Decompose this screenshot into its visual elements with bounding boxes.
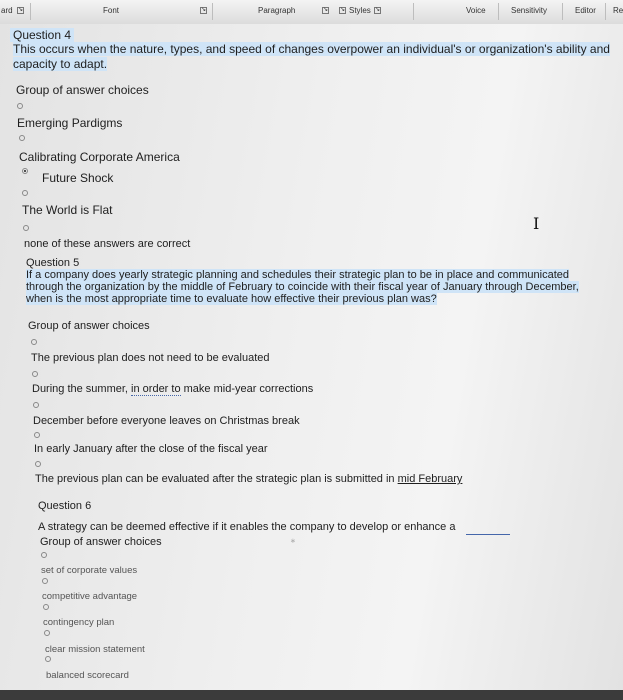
paragraph-launcher-icon[interactable]: ↘ <box>323 7 329 13</box>
q4-text-cont: capacity to adapt. <box>13 57 108 71</box>
q6-radio-4[interactable] <box>44 630 50 636</box>
q4-title: Question 4 <box>13 28 74 42</box>
ribbon-group-paragraph[interactable]: Paragraph <box>258 6 296 15</box>
ribbon-separator <box>413 3 414 20</box>
q5-radio-1[interactable] <box>31 339 37 345</box>
q4-radio-2[interactable] <box>19 135 25 141</box>
q5-text-cont: through the organization by the middle of February to coincide with their fiscal year of January through December, <box>26 281 579 293</box>
q4-answer-1[interactable]: Emerging Pardigms <box>17 116 123 130</box>
ribbon-separator <box>212 3 213 20</box>
q5-answer-5[interactable]: The previous plan can be evaluated after the strategic plan is submitted in mid February <box>35 473 463 485</box>
ribbon-group-clipboard[interactable]: ard <box>1 6 13 15</box>
q6-answer-5[interactable]: balanced scorecard <box>46 670 129 681</box>
ribbon-group-review[interactable]: Re <box>613 6 623 15</box>
q4-radio-5[interactable] <box>23 225 29 231</box>
clipboard-launcher-icon[interactable]: ↘ <box>18 7 24 13</box>
q6-answer-1[interactable]: set of corporate values <box>41 565 138 576</box>
q4-text: This occurs when the nature, types, and speed of changes overpower an individual's or organization's ability and <box>13 42 610 56</box>
q5-radio-3[interactable] <box>33 402 39 408</box>
q5-text-cont2: when is the most appropriate time to evaluate how effective their previous plan was? <box>26 293 437 305</box>
ribbon-group-sensitivity[interactable]: Sensitivity <box>511 6 548 15</box>
faint-mark-icon: ∗ <box>290 538 296 545</box>
ribbon-separator <box>562 3 563 20</box>
q4-answer-3[interactable]: Future Shock <box>42 171 114 185</box>
font-launcher-icon[interactable]: ↘ <box>201 7 207 13</box>
q5-answer-3[interactable]: December before everyone leaves on Christmas break <box>33 415 300 427</box>
q4-answer-2[interactable]: Calibrating Corporate America <box>19 150 180 164</box>
q5-radio-2[interactable] <box>32 371 38 377</box>
ribbon-group-voice[interactable]: Voice <box>466 6 486 15</box>
q5-radio-4[interactable] <box>34 432 40 438</box>
q6-radio-3[interactable] <box>43 604 49 610</box>
monitor-bezel <box>0 690 623 700</box>
q5-title: Question 5 <box>26 257 80 269</box>
q6-answer-4[interactable]: clear mission statement <box>45 644 145 655</box>
q4-group-label: Group of answer choices <box>16 83 149 97</box>
q5-answer-2[interactable]: During the summer, in order to make mid-year corrections <box>32 383 314 395</box>
q5-group-label: Group of answer choices <box>28 320 150 332</box>
q5-text: If a company does yearly strategic planning and schedules their strategic plan to be in place and communicated <box>26 269 569 281</box>
ribbon-group-styles[interactable]: Styles <box>349 6 371 15</box>
q6-radio-2[interactable] <box>42 578 48 584</box>
ribbon-separator <box>30 3 31 20</box>
q4-answer-5[interactable]: none of these answers are correct <box>24 238 191 250</box>
ribbon-group-font[interactable]: Font <box>103 6 120 15</box>
q5-answer-4[interactable]: In early January after the close of the fiscal year <box>34 443 268 455</box>
q6-answer-2[interactable]: competitive advantage <box>42 591 138 602</box>
styles-gallery-icon[interactable]: ↘ <box>340 7 346 13</box>
q6-answer-3[interactable]: contingency plan <box>43 617 115 628</box>
ribbon-separator <box>498 3 499 20</box>
text-cursor-icon: I <box>533 214 540 233</box>
ribbon-separator <box>605 3 606 20</box>
q5-radio-5[interactable] <box>35 461 41 467</box>
q6-radio-5[interactable] <box>45 656 51 662</box>
q4-answer-4[interactable]: The World is Flat <box>22 203 113 217</box>
ribbon-group-editor[interactable]: Editor <box>575 6 596 15</box>
ribbon-toolbar <box>0 0 623 25</box>
q6-text: A strategy can be deemed effective if it enables the company to develop or enhance a <box>38 521 456 533</box>
q4-radio-1[interactable] <box>17 103 23 109</box>
styles-launcher-icon[interactable]: ↘ <box>375 7 381 13</box>
q6-title: Question 6 <box>38 500 92 512</box>
q4-radio-3-selected[interactable] <box>22 168 28 174</box>
q6-radio-1[interactable] <box>41 552 47 558</box>
q6-group-label: Group of answer choices <box>40 536 162 548</box>
q6-blank-line <box>466 534 510 535</box>
q5-answer-1[interactable]: The previous plan does not need to be evaluated <box>31 352 270 364</box>
q4-radio-4[interactable] <box>22 190 28 196</box>
